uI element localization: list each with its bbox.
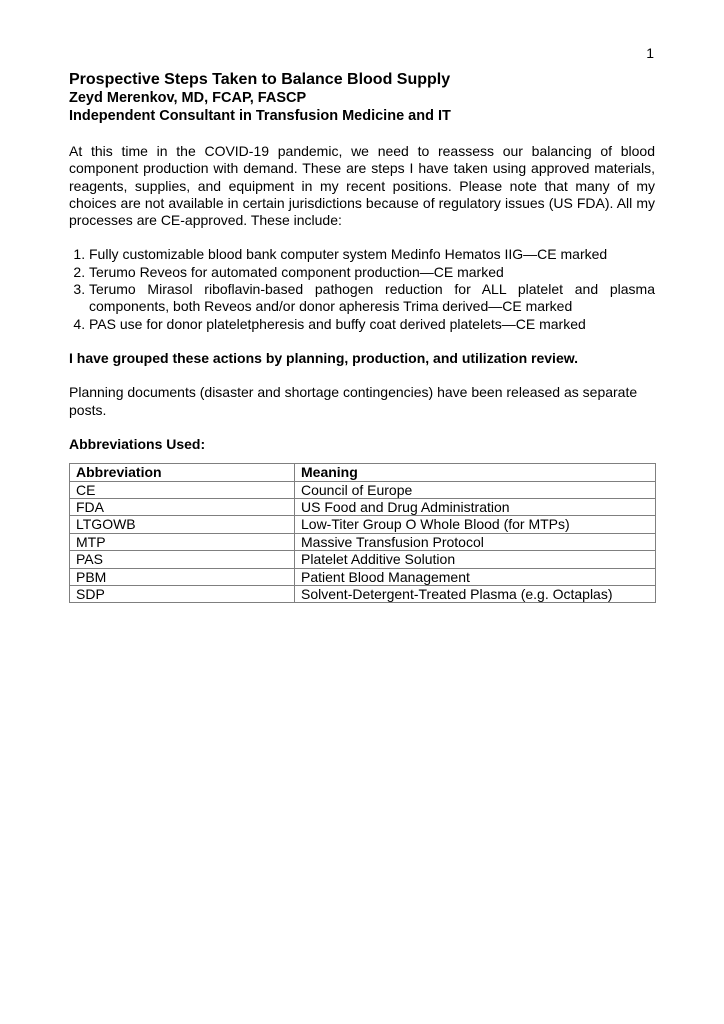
author-name: Zeyd Merenkov, MD, FCAP, FASCP (69, 90, 307, 106)
column-header-meaning: Meaning (295, 464, 656, 481)
abbreviations-heading: Abbreviations Used: (69, 435, 206, 452)
meaning-cell: Patient Blood Management (295, 568, 656, 585)
table-row (70, 498, 656, 515)
intro-paragraph: At this time in the COVID-19 pandemic, we need to reassess our balancing of blood component production with demand. These are steps I have taken using approved materials, reagents, supplies, and equipment in my recent positions. Please note that many of my choices are not available in certain jurisdictions because of regulatory issues (US FDA). All my processes are CE-approved. These include: (69, 143, 655, 229)
list-item: 4. PAS use for donor plateletpheresis and buffy coat derived platelets—CE marked (89, 316, 655, 333)
abbreviation-cell: CE (70, 481, 295, 498)
grouped-statement: I have grouped these actions by planning, production, and utilization review. (69, 349, 578, 366)
meaning-cell: US Food and Drug Administration (295, 498, 656, 515)
table-row (70, 568, 656, 585)
planning-note: Planning documents (disaster and shortage contingencies) have been released as separate posts. (69, 384, 638, 418)
document-header (69, 70, 655, 125)
author-affiliation: Independent Consultant in Transfusion Medicine and IT (69, 108, 451, 124)
table-row (70, 516, 656, 533)
list-item: 3. Terumo Mirasol riboflavin-based pathogen reduction for ALL platelet and plasma components, both Reveos and/or donor apheresis Trima derived—CE marked (89, 281, 655, 316)
abbreviations-table (69, 463, 656, 603)
table-row (70, 481, 656, 498)
table-header-row (70, 464, 656, 481)
list-item: 1. Fully customizable blood bank computer system Medinfo Hematos IIG—CE marked (89, 246, 655, 263)
abbreviation-cell: PBM (70, 568, 295, 585)
document-body (69, 143, 655, 603)
abbreviation-cell: LTGOWB (70, 516, 295, 533)
table-row (70, 533, 656, 550)
page-number: 1 (646, 45, 654, 61)
meaning-cell: Platelet Additive Solution (295, 551, 656, 568)
document-title: Prospective Steps Taken to Balance Blood Supply (69, 71, 451, 88)
abbreviation-cell: MTP (70, 533, 295, 550)
column-header-abbreviation: Abbreviation (70, 464, 295, 481)
abbreviation-cell: SDP (70, 586, 295, 603)
meaning-cell: Council of Europe (295, 481, 656, 498)
meaning-cell: Massive Transfusion Protocol (295, 533, 656, 550)
abbreviation-cell: FDA (70, 498, 295, 515)
list-item: 2. Terumo Reveos for automated component production—CE marked (89, 264, 655, 281)
meaning-cell: Low-Titer Group O Whole Blood (for MTPs) (295, 516, 656, 533)
meaning-cell: Solvent-Detergent-Treated Plasma (e.g. Octaplas) (295, 586, 656, 603)
table-row (70, 586, 656, 603)
steps-list (69, 246, 655, 332)
table-row (70, 551, 656, 568)
abbreviation-cell: PAS (70, 551, 295, 568)
